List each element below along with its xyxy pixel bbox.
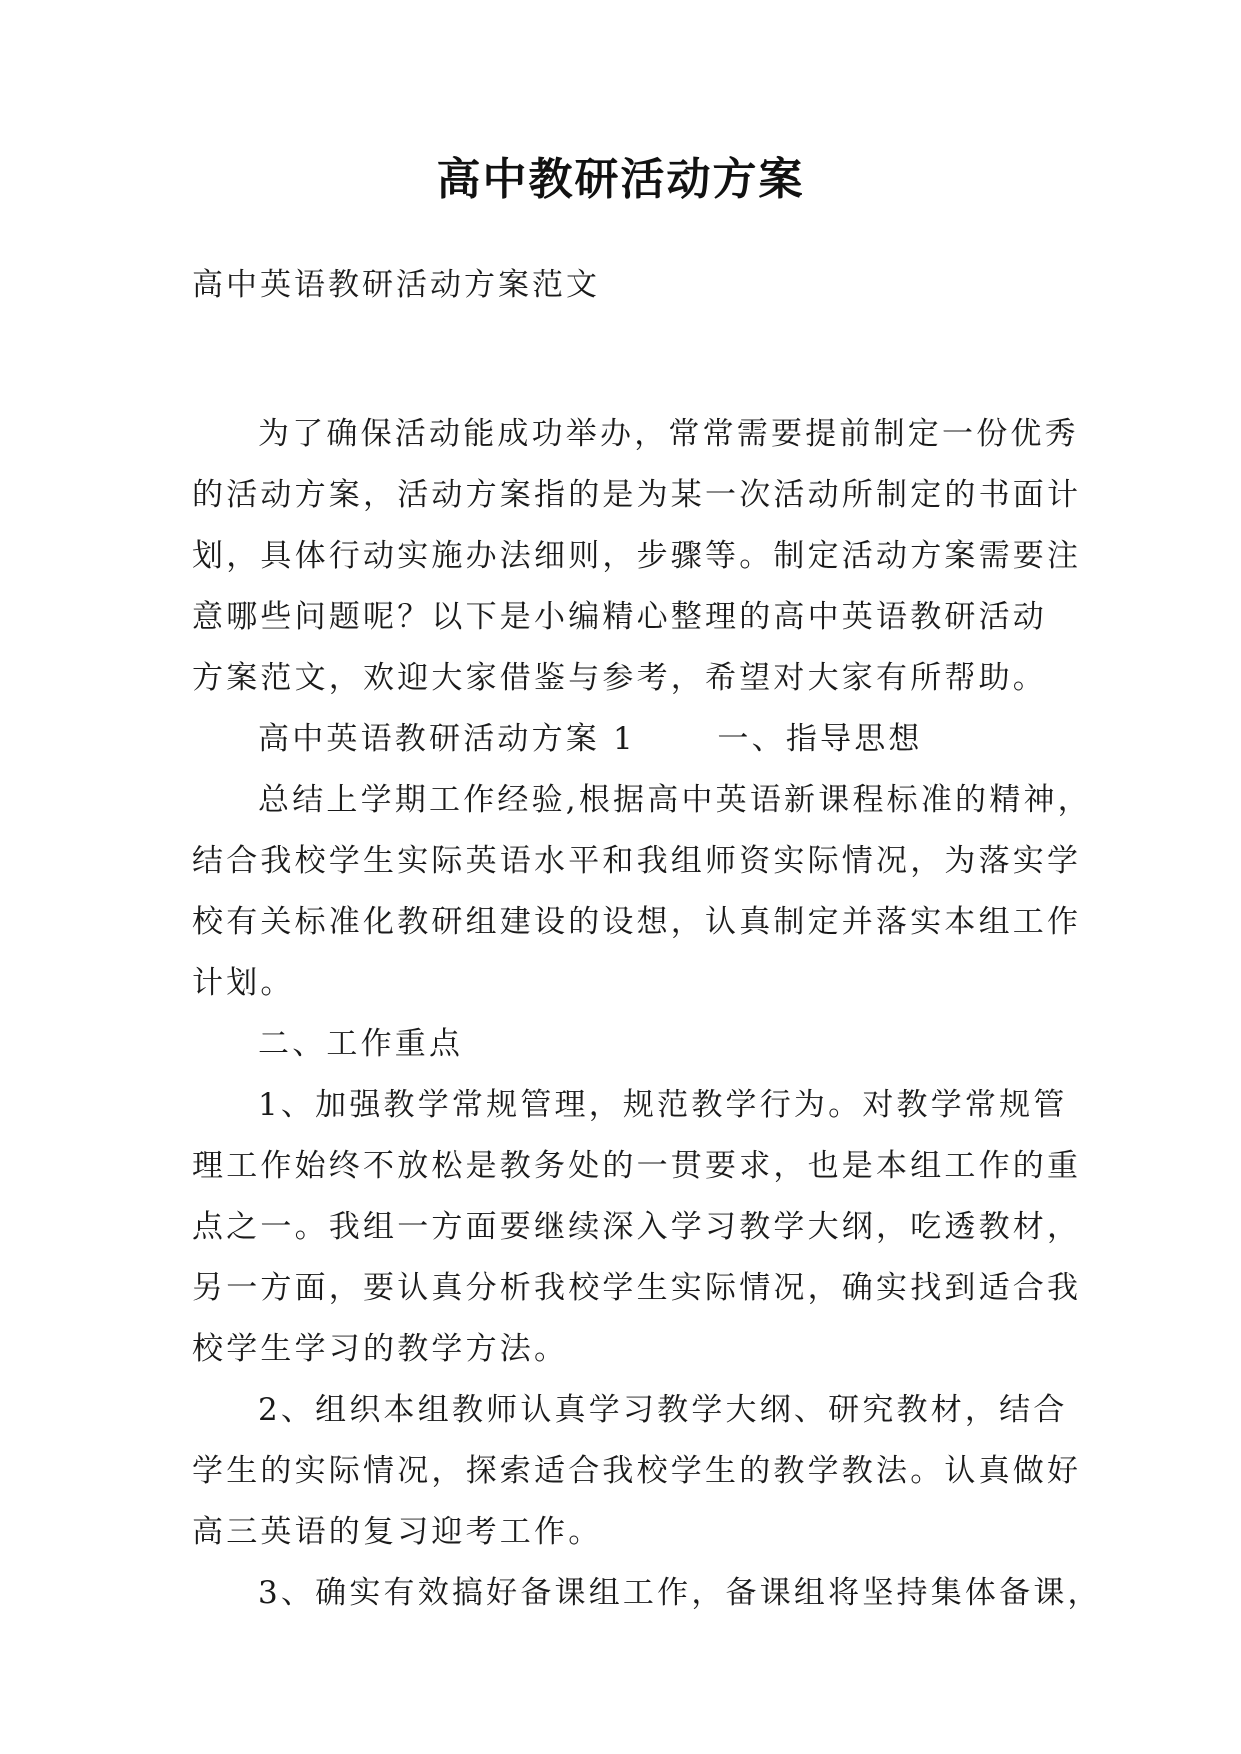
paragraph-line: 计划。 bbox=[192, 965, 295, 1001]
paragraph-line: 方案范文，欢迎大家借鉴与参考，希望对大家有所帮助。 bbox=[192, 660, 1047, 696]
section-heading: 高中英语教研活动方案 1 一、指导思想 bbox=[258, 721, 923, 757]
paragraph-line: 校学生学习的教学方法。 bbox=[192, 1331, 569, 1367]
paragraph-line: 3、确实有效搞好备课组工作，备课组将坚持集体备课， bbox=[258, 1575, 1102, 1611]
document-subtitle: 高中英语教研活动方案范文 bbox=[192, 267, 600, 303]
paragraph-line: 总结上学期工作经验,根据高中英语新课程标准的精神， bbox=[258, 782, 1092, 818]
paragraph-line: 学生的实际情况，探索适合我校学生的教学教法。认真做好 bbox=[192, 1453, 1082, 1489]
paragraph-line: 校有关标准化教研组建设的设想，认真制定并落实本组工作 bbox=[192, 904, 1082, 940]
paragraph-line: 2、组织本组教师认真学习教学大纲、研究教材，结合 bbox=[258, 1392, 1068, 1428]
paragraph-line: 点之一。我组一方面要继续深入学习教学大纲，吃透教材， bbox=[192, 1209, 1082, 1245]
document-title: 高中教研活动方案 bbox=[436, 154, 805, 205]
paragraph-line: 高三英语的复习迎考工作。 bbox=[192, 1514, 603, 1550]
paragraph-line: 1、加强教学常规管理，规范教学行为。对教学常规管 bbox=[258, 1087, 1068, 1123]
paragraph-line: 意哪些问题呢？以下是小编精心整理的高中英语教研活动 bbox=[192, 599, 1047, 635]
paragraph-line: 的活动方案，活动方案指的是为某一次活动所制定的书面计 bbox=[192, 477, 1082, 513]
paragraph-line: 理工作始终不放松是教务处的一贯要求，也是本组工作的重 bbox=[192, 1148, 1082, 1184]
paragraph-line: 划，具体行动实施办法细则，步骤等。制定活动方案需要注 bbox=[192, 538, 1082, 574]
paragraph-line: 结合我校学生实际英语水平和我组师资实际情况，为落实学 bbox=[192, 843, 1082, 879]
paragraph-line: 另一方面，要认真分析我校学生实际情况，确实找到适合我 bbox=[192, 1270, 1082, 1306]
paragraph-line: 为了确保活动能成功举办，常常需要提前制定一份优秀 bbox=[258, 416, 1079, 452]
section-heading: 二、工作重点 bbox=[258, 1026, 464, 1062]
document-body bbox=[192, 404, 1102, 1624]
